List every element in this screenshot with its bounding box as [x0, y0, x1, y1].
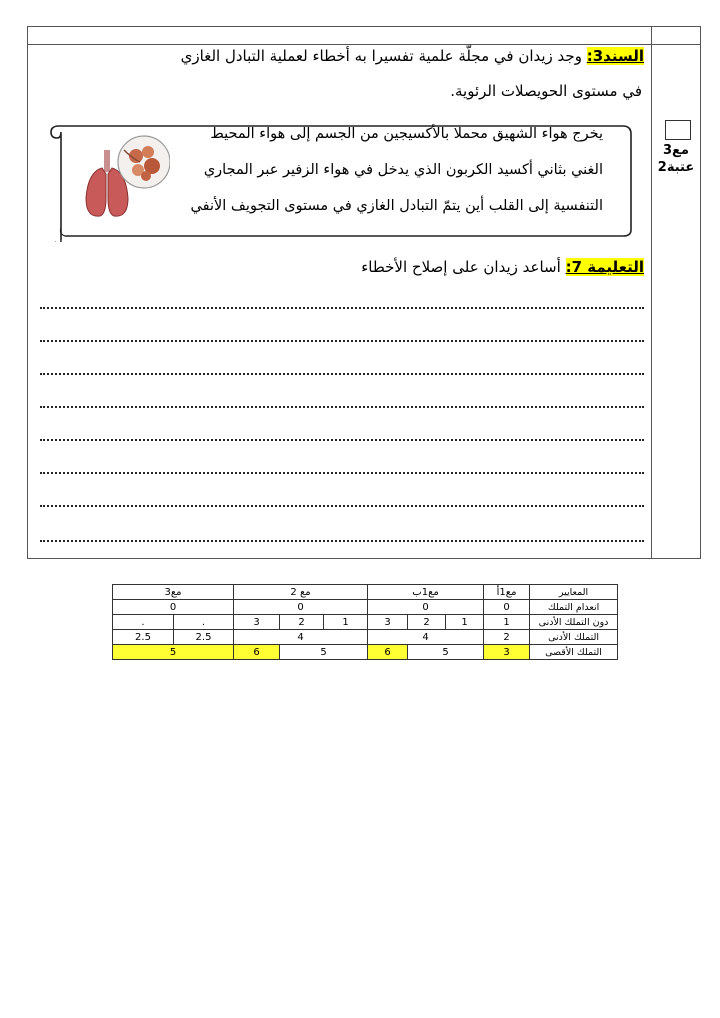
- rubric-cell: 2: [408, 615, 446, 630]
- rubric-cell: .: [113, 615, 174, 630]
- answer-line[interactable]: [40, 439, 644, 441]
- sanad-text-line1: وجد زيدان في مجلّة علمية تفسيرا به أخطاء لعملية التبادل الغازي: [180, 47, 587, 65]
- sanad-label: السند3:: [586, 47, 644, 65]
- frame-side-divider: [651, 26, 652, 559]
- scroll-line-3: التنفسية إلى القلب أين يتمّ التبادل الغازي في مستوى التجويف الأنفي: [190, 198, 603, 214]
- rubric-row: [113, 615, 618, 630]
- rubric-cell-highlighted: 6: [368, 645, 408, 660]
- answer-line[interactable]: [40, 472, 644, 474]
- rubric-cell: 0: [484, 600, 530, 615]
- rubric-row-label: انعدام التملك: [530, 600, 618, 615]
- rubric-header-c1: مع1أ: [484, 585, 530, 600]
- criterion-code-line1: مع3: [663, 143, 689, 158]
- sanad-line2: في مستوى الحويصلات الرئوية.: [450, 82, 642, 100]
- rubric-row-label: التملك الأدنى: [530, 630, 618, 645]
- rubric-cell: 0: [368, 600, 484, 615]
- rubric-cell: 3: [234, 615, 280, 630]
- instruction-text: أساعد زيدان على إصلاح الأخطاء: [361, 258, 566, 276]
- scroll-line-2: الغني بثاني أكسيد الكربون الذي يدخل في هواء الزفير عبر المجاري: [203, 162, 603, 178]
- rubric-cell-highlighted: 5: [113, 645, 234, 660]
- rubric-cell: 0: [113, 600, 234, 615]
- rubric-cell: 1: [446, 615, 484, 630]
- rubric-cell: 4: [368, 630, 484, 645]
- rubric-cell-highlighted: 3: [484, 645, 530, 660]
- lungs-alveoli-icon: [80, 128, 170, 224]
- answer-line[interactable]: [40, 505, 644, 507]
- rubric-cell: 0: [234, 600, 368, 615]
- answer-line[interactable]: [40, 340, 644, 342]
- instruction-label: التعليمة 7:: [565, 258, 644, 276]
- rubric-cell: .: [174, 615, 234, 630]
- rubric-row-label: دون التملك الأدنى: [530, 615, 618, 630]
- instruction-line: [361, 258, 644, 276]
- rubric-cell: 4: [234, 630, 368, 645]
- rubric-row: [113, 630, 618, 645]
- rubric-row-label: التملك الأقصى: [530, 645, 618, 660]
- answer-line[interactable]: [40, 307, 644, 309]
- rubric-header-c4: مع3: [113, 585, 234, 600]
- rubric-row: [113, 645, 618, 660]
- rubric-row: [113, 600, 618, 615]
- rubric-cell: 1: [324, 615, 368, 630]
- scroll-line-1: يخرج هواء الشهيق محملا بالأكسيجين من الجسم إلى هواء المحيط: [210, 126, 603, 142]
- rubric-cell: 3: [368, 615, 408, 630]
- rubric-cell: 2: [484, 630, 530, 645]
- rubric-cell: 5: [280, 645, 368, 660]
- rubric-table: [112, 584, 618, 660]
- rubric-cell: 1: [484, 615, 530, 630]
- score-box: [665, 120, 691, 140]
- criterion-code-line2: عتبة2: [657, 160, 695, 175]
- rubric-header-criteria: المعايير: [530, 585, 618, 600]
- rubric-cell: 2.5: [174, 630, 234, 645]
- answer-line[interactable]: [40, 373, 644, 375]
- sanad-line1: [181, 47, 644, 65]
- rubric-cell: 2.5: [113, 630, 174, 645]
- answer-line[interactable]: [40, 406, 644, 408]
- rubric-cell: 5: [408, 645, 484, 660]
- rubric-header-c2: مع1ب: [368, 585, 484, 600]
- answer-line[interactable]: [40, 540, 644, 542]
- frame-top-divider: [27, 44, 701, 45]
- rubric-header-row: [113, 585, 618, 600]
- exercise-frame: [27, 26, 701, 559]
- rubric-header-c3: مع 2: [234, 585, 368, 600]
- rubric-cell-highlighted: 6: [234, 645, 280, 660]
- criterion-code: [652, 142, 700, 176]
- rubric-cell: 2: [280, 615, 324, 630]
